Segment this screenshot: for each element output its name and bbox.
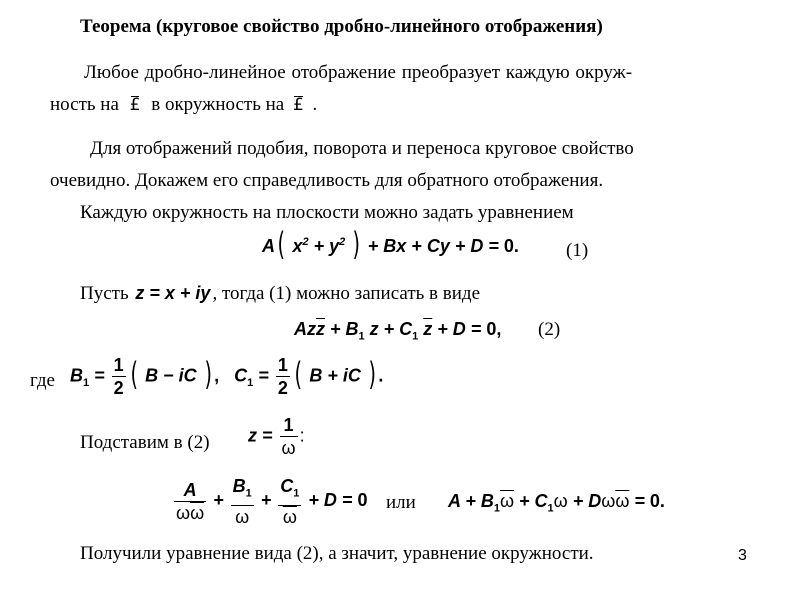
equation-1-number: (1) (566, 240, 589, 261)
proof-line-1 (84, 138, 634, 160)
theorem-line-2a: ность на (50, 94, 119, 115)
equation-1: A( $x^2 + y^2$ ) + Bx + Cy + D = 0. (262, 225, 519, 263)
let-suffix: , тогда (1) можно записать в виде (212, 283, 480, 304)
theorem-line-2b: в окружность на (151, 94, 285, 115)
proof-line-3: Каждую окружность на плоскости можно задать уравнением (80, 202, 574, 223)
proof-line-2: очевидно. Докажем его справедливость для обратного отображения. (50, 170, 604, 191)
theorem-title: Теорема (круговое свойство дробно-линейного отображения) (80, 16, 603, 37)
let-prefix: Пусть (80, 283, 129, 304)
or-label: или (386, 492, 416, 513)
theorem-line-1: Любое дробно-линейное отображение преобразует каждую окруж- (84, 62, 633, 83)
transformed-equation-alt: $A + B_1\overline{\omega} + C_1\omega + D\omega\overline{\omega} = 0$. (448, 491, 665, 515)
conclusion-text: Получили уравнение вида (2), а значит, уравнение окружности. (80, 543, 594, 564)
equation-2: $Az\overline{z} + B_1$ $z + C_1$ $\overline{z} + D = 0$, (294, 319, 502, 343)
substitution: z = $\frac{1}{\omega}$ : (248, 415, 305, 458)
z-definition: z = x + iy (135, 283, 211, 303)
substitute-label: Подставим в (2) (80, 432, 210, 453)
let-line (80, 283, 480, 305)
conclusion-line (80, 543, 594, 565)
where-label: где (30, 370, 55, 391)
theorem-line-2c: . (312, 94, 318, 115)
coefficients: $B_1$ = $\frac{1}{2}$ ( B − iC ) , $C_1$ = $\frac{1}{2}$ ( B + iC ) . (70, 354, 384, 398)
extended-plane-symbol: £ (129, 95, 141, 115)
page-number: 3 (738, 547, 747, 564)
extended-plane-symbol-2: £ (292, 95, 304, 115)
equation-2-number: (2) (538, 319, 561, 340)
proof-line-1-text: Для отображений подобия, поворота и переноса круговое свойство (90, 138, 634, 159)
transformed-equation: $\frac{A}{\omega\overline{\omega}}$ + $\frac{B_1}{\omega}$ + $\frac{C_1}{\omega}$ + D = 0 (176, 476, 368, 527)
theorem-line-2 (50, 94, 317, 116)
